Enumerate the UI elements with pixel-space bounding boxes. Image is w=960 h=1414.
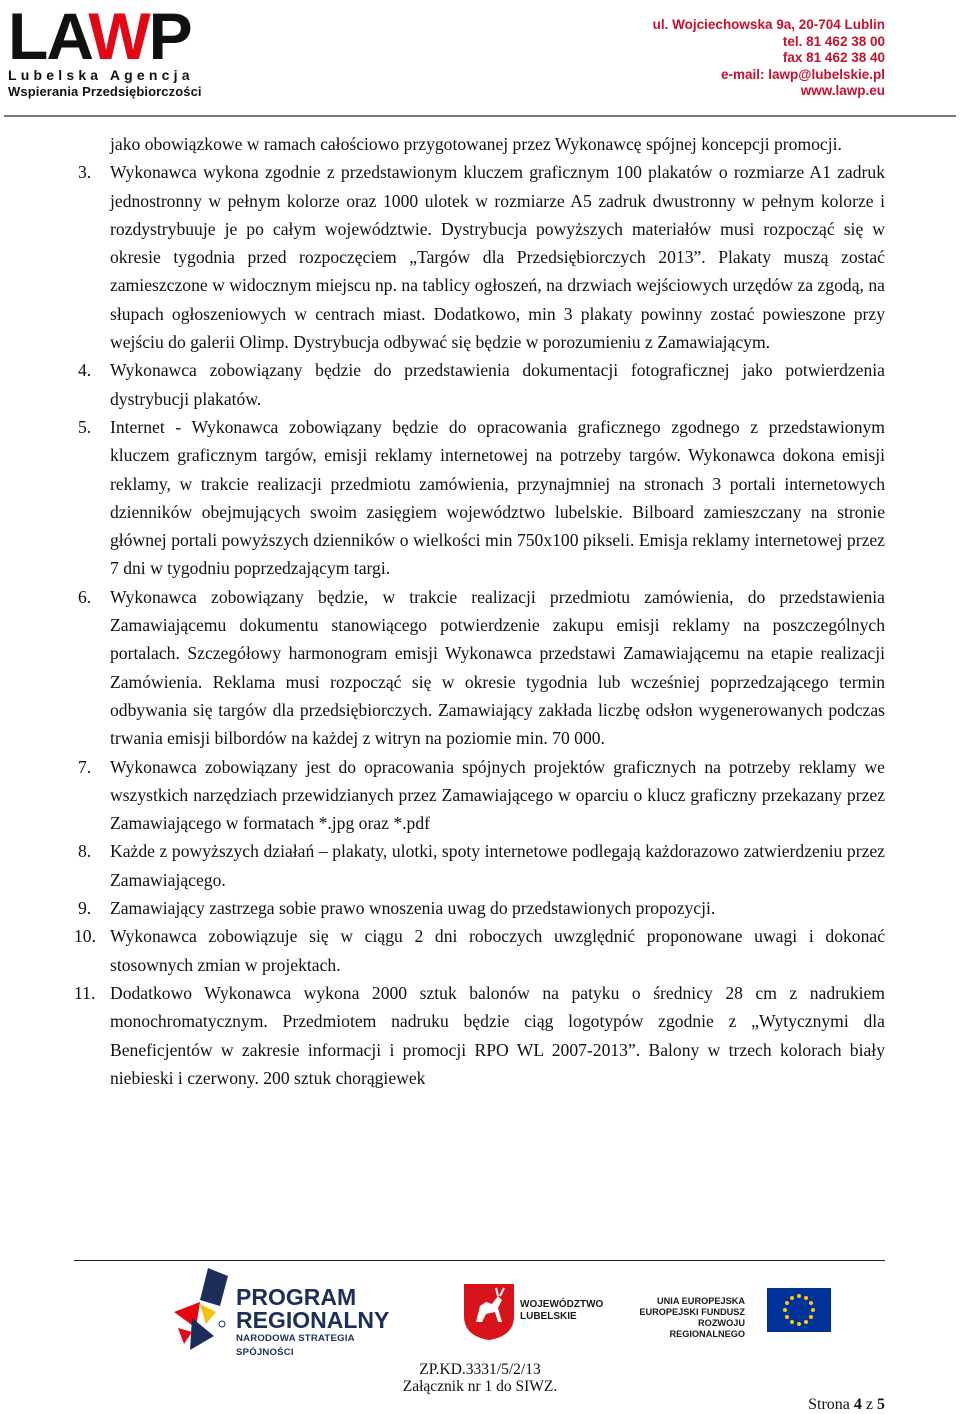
lawp-logo: [8, 0, 213, 102]
list-item-5: [74, 413, 885, 583]
wojewodztwo-lubelskie-logo: [462, 1282, 612, 1342]
program-line2: REGIONALNY: [236, 1307, 390, 1333]
list-number: 9.: [78, 898, 92, 919]
eu-text: [633, 1296, 745, 1340]
page-sep: z: [865, 1396, 873, 1413]
list-text: Dodatkowo Wykonawca wykona 2000 sztuk balonów na patyku o średnicy 28 cm z nadrukiem monochromatycznym. Przedmiotem nadruku będzie ciąg logotypów zgodnie z „Wytycznymi dla Beneficjentów w zakresie informacji i promocji RPO WL 2007-2013”. Balony w trzech kolorach biały niebieski i czerwony. 200 sztuk chorągiewek: [110, 982, 885, 1088]
program-regionalny-logo: [170, 1266, 405, 1358]
list-text: Wykonawca zobowiązuje się w ciągu 2 dni roboczych uwzględnić proponowane uwagi i dokonać stosownych zmian w projektach.: [110, 926, 885, 975]
logo-wordmark: LAWP: [8, 0, 191, 73]
document-body: [74, 130, 885, 1092]
wojewodztwo-line1: WOJEWÓDZTWO: [520, 1299, 604, 1310]
document-reference: [0, 1361, 960, 1395]
list-text: Wykonawca wykona zgodnie z przedstawionym kluczem graficznym 100 plakatów o rozmiarze A1 zadruk jednostronny w pełnym kolorze oraz 1000 ulotek w rozmiarze A5 zadruk dwustronny w pełnym kolorze i rozdystrybuuje je po całym województwie. Dystrybucja powyższych materiałów musi rozpocząć się w okresie tygodnia przed rozpoczęciem „Targów dla Przedsiębiorczych 2013”. Plakaty muszą zostać zamieszczone w widocznym miejscu np. na tablicy ogłoszeń, na drzwiach wejściowych urzędów za zgodą, na słupach ogłoszeniowych w centrach miast. Dodatkowo, min 3 plakaty powinny zostać powieszone przy wejściu do galerii Olimp. Dystrybucja odbywać się będzie w porozumieniu z Zamawiającym.: [110, 162, 885, 353]
list-number: 8.: [78, 841, 92, 862]
footer-divider: [74, 1260, 885, 1261]
list-number: 7.: [78, 756, 92, 777]
list-number: 3.: [78, 162, 92, 183]
list-text: Zamawiający zastrzega sobie prawo wnoszenia uwag do przedstawionych propozycji.: [110, 898, 716, 919]
eu-logo: [633, 1280, 843, 1342]
list-item-8: [74, 837, 885, 894]
lubelskie-coat-of-arms-icon: [462, 1282, 516, 1342]
list-item-3: [74, 158, 885, 356]
contact-fax: fax 81 462 38 40: [782, 50, 885, 65]
program-regionalny-emblem-icon: [170, 1266, 232, 1352]
logo-line2: Wspierania Przedsiębiorczości: [8, 84, 202, 99]
contact-phone: tel. 81 462 38 00: [782, 33, 885, 49]
wojewodztwo-text: [520, 1299, 603, 1323]
list-item-9: [74, 894, 885, 922]
list-item-7: [74, 753, 885, 838]
list-text: Wykonawca zobowiązany będzie, w trakcie realizacji przedmiotu zamówienia, do przedstawienia Zamawiającemu dokumentu stanowiącego potwierdzenie zakupu emisji reklamy na poszczególnych portalach. Szczegółowy harmonogram emisji Wykonawca przedstawi Zamawiającemu na etapie realizacji Zamówienia. Reklama musi rozpocząć się w okresie tygodnia lub wcześniej poprzedzającego termin odbywania się targów dla przedsiębiorczych. Zamawiający zakłada liczbę odsłon wygenerowanych podczas trwania emisji bilbordów na każdej z witryn na poziomie min. 70 000.: [110, 586, 885, 749]
list-text: Każde z powyższych działań – plakaty, ulotki, spoty internetowe podlegają każdorazowo zatwierdzeniu przez Zamawiającego.: [110, 841, 885, 890]
list-item-4: [74, 356, 885, 413]
program-regionalny-text: [236, 1286, 405, 1360]
logo-line1: Lubelska Agencja: [8, 67, 194, 83]
eu-line1: UNIA EUROPEJSKA: [657, 1296, 745, 1306]
list-number: 4.: [78, 360, 92, 381]
program-line1: PROGRAM: [236, 1284, 357, 1310]
attachment-label: Załącznik nr 1 do SIWZ.: [402, 1378, 558, 1395]
eu-flag-icon: [767, 1288, 831, 1332]
list-number: 10.: [74, 926, 96, 947]
page-current: 4: [853, 1396, 862, 1413]
contact-address: ul. Wojciechowska 9a, 20-704 Lublin: [652, 17, 885, 32]
page-number: [808, 1396, 885, 1414]
contact-block: [653, 17, 885, 100]
list-text: Wykonawca zobowiązany jest do opracowania spójnych projektów graficznych na potrzeby reklamy we wszystkich narzędziach przewidzianych przez Zamawiającego w oparciu o klucz graficzny przekazany przez Zamawiającego w formatach *.jpg oraz *.pdf: [110, 756, 885, 834]
list-item-11: [74, 979, 885, 1092]
eu-line3: ROZWOJU REGIONALNEGO: [669, 1318, 745, 1339]
paragraph-text: jako obowiązkowe w ramach całościowo przygotowanej przez Wykonawcę spójnej koncepcji promocji.: [110, 134, 842, 154]
list-item-6: [74, 583, 885, 753]
list-number: 11.: [74, 982, 96, 1003]
contact-email[interactable]: e-mail: lawp@lubelskie.pl: [721, 66, 885, 82]
contact-website[interactable]: www.lawp.eu: [800, 83, 885, 98]
paragraph-continuation: [74, 130, 885, 158]
list-text: Internet - Wykonawca zobowiązany będzie do opracowania graficznego zgodnego z przedstawionym kluczem graficznym targów, emisji reklamy internetowej na potrzeby targów. Wykonawca dokona emisji reklamy, w trakcie realizacji przedmiotu zamówienia, przynajmniej na stronach 3 portali internetowych dzienników obejmujących swoim zasięgiem województwo lubelskie. Bilboard zamieszczany na stronie głównej portali powyższych dzienników o wielkości min 750x100 pikseli. Emisja reklamy internetowej przez 7 dni w tygodniu poprzedzającym targi.: [110, 416, 885, 579]
footer-logos: [170, 1266, 850, 1358]
list-item-10: [74, 922, 885, 979]
list-number: 6.: [78, 586, 92, 607]
case-number: ZP.KD.3331/5/2/13: [419, 1361, 541, 1378]
page-label: Strona: [808, 1396, 850, 1413]
wojewodztwo-line2: LUBELSKIE: [520, 1311, 577, 1322]
list-number: 5.: [78, 416, 92, 437]
program-line3: NARODOWA STRATEGIA SPÓJNOŚCI: [236, 1333, 355, 1358]
list-text: Wykonawca zobowiązany będzie do przedstawienia dokumentacji fotograficznej jako potwierdzenia dystrybucji plakatów.: [110, 360, 885, 409]
eu-line2: EUROPEJSKI FUNDUSZ: [639, 1307, 745, 1317]
header-divider: [4, 115, 956, 117]
page-total: 5: [877, 1396, 885, 1413]
